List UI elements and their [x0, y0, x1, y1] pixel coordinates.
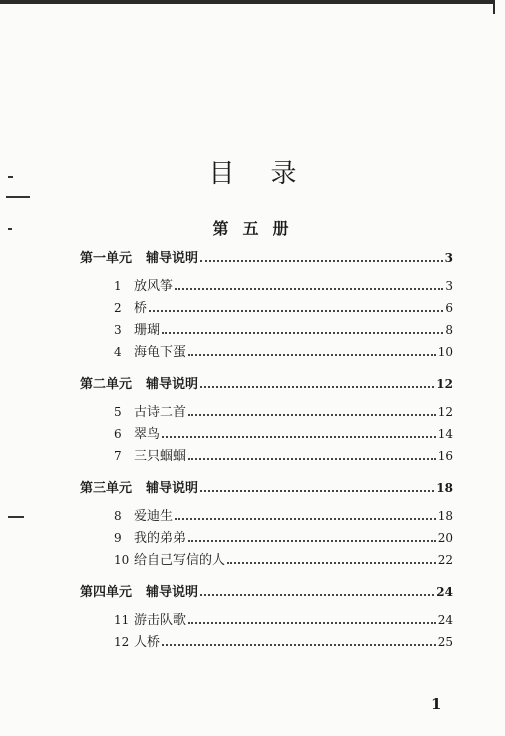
unit-guide: 辅导说明 — [146, 585, 199, 600]
scan-mark — [8, 516, 24, 518]
lesson-page: 22 — [437, 553, 453, 567]
lesson-row[interactable] — [80, 505, 453, 527]
lesson-number: 4 — [114, 345, 122, 359]
lesson-row[interactable] — [80, 275, 453, 297]
unit-guide: 辅导说明 — [146, 251, 199, 266]
lesson-number: 6 — [114, 427, 122, 441]
lesson-title: 三只蝈蝈 — [134, 449, 187, 464]
unit-heading-row[interactable] — [80, 477, 453, 499]
lesson-title: 爱迪生 — [134, 509, 174, 524]
leader-dots — [200, 490, 434, 492]
unit-page: 24 — [436, 585, 453, 599]
lesson-number: 10 — [114, 553, 130, 567]
leader-dots — [227, 562, 436, 564]
lesson-title: 翠鸟 — [134, 427, 161, 442]
unit-label: 第三单元 — [80, 481, 133, 496]
lesson-row[interactable] — [80, 341, 453, 363]
leader-dots — [188, 458, 436, 460]
lesson-row[interactable] — [80, 445, 453, 467]
lesson-page: 24 — [437, 613, 453, 627]
lesson-title: 桥 — [134, 301, 148, 316]
lesson-page: 12 — [437, 405, 453, 419]
toc-unit — [80, 581, 453, 653]
page-title: 目录 — [208, 159, 333, 189]
volume-heading: 第五册 — [212, 219, 303, 238]
leader-dots — [188, 622, 436, 624]
lesson-title: 古诗二首 — [134, 405, 187, 420]
lesson-number: 2 — [114, 301, 122, 315]
lesson-page: 25 — [437, 635, 453, 649]
lesson-page: 6 — [445, 301, 453, 315]
lesson-row[interactable] — [80, 631, 453, 653]
leader-dots — [149, 310, 443, 312]
unit-page: 12 — [436, 377, 453, 391]
lesson-title: 我的弟弟 — [134, 531, 187, 546]
leader-dots — [162, 436, 436, 438]
top-border — [0, 0, 495, 4]
lesson-row[interactable] — [80, 401, 453, 423]
lesson-title: 游击队歌 — [134, 613, 187, 628]
lesson-title: 人桥 — [134, 635, 161, 650]
lesson-title: 放风筝 — [134, 279, 174, 294]
lesson-page: 20 — [437, 531, 453, 545]
lesson-row[interactable] — [80, 423, 453, 445]
page-number: 1 — [431, 695, 442, 713]
leader-dots — [200, 260, 443, 262]
leader-dots — [188, 414, 436, 416]
lesson-title: 珊瑚 — [134, 323, 161, 338]
unit-label: 第四单元 — [80, 585, 133, 600]
toc-unit — [80, 477, 453, 571]
leader-dots — [175, 518, 436, 520]
lesson-number: 9 — [114, 531, 122, 545]
lesson-row[interactable] — [80, 609, 453, 631]
lesson-page: 14 — [437, 427, 453, 441]
unit-heading-row[interactable] — [80, 247, 453, 269]
lesson-row[interactable] — [80, 527, 453, 549]
lesson-number: 12 — [114, 635, 130, 649]
lesson-page: 10 — [437, 345, 453, 359]
unit-label: 第二单元 — [80, 377, 133, 392]
lesson-title: 给自己写信的人 — [134, 553, 226, 568]
toc-unit — [80, 247, 453, 363]
unit-heading-row[interactable] — [80, 373, 453, 395]
toc-unit — [80, 373, 453, 467]
unit-guide: 辅导说明 — [146, 481, 199, 496]
lesson-row[interactable] — [80, 319, 453, 341]
lesson-page: 16 — [437, 449, 453, 463]
leader-dots — [175, 288, 443, 290]
unit-label: 第一单元 — [80, 251, 133, 266]
leader-dots — [162, 644, 436, 646]
leader-dots — [188, 354, 436, 356]
lesson-page: 3 — [445, 279, 453, 293]
unit-page: 3 — [444, 251, 453, 265]
lesson-number: 11 — [114, 613, 130, 627]
lesson-page: 18 — [437, 509, 453, 523]
lesson-title: 海龟下蛋 — [134, 345, 187, 360]
lesson-number: 3 — [114, 323, 122, 337]
unit-page: 18 — [436, 481, 453, 495]
lesson-number: 7 — [114, 449, 122, 463]
leader-dots — [162, 332, 443, 334]
lesson-number: 1 — [114, 279, 122, 293]
unit-guide: 辅导说明 — [146, 377, 199, 392]
lesson-row[interactable] — [80, 297, 453, 319]
leader-dots — [188, 540, 436, 542]
lesson-number: 5 — [114, 405, 122, 419]
right-border — [493, 0, 495, 14]
scan-mark — [6, 196, 30, 198]
leader-dots — [200, 594, 434, 596]
unit-heading-row[interactable] — [80, 581, 453, 603]
leader-dots — [200, 386, 434, 388]
lesson-row[interactable] — [80, 549, 453, 571]
lesson-number: 8 — [114, 509, 122, 523]
table-of-contents — [80, 247, 453, 663]
lesson-page: 8 — [445, 323, 453, 337]
